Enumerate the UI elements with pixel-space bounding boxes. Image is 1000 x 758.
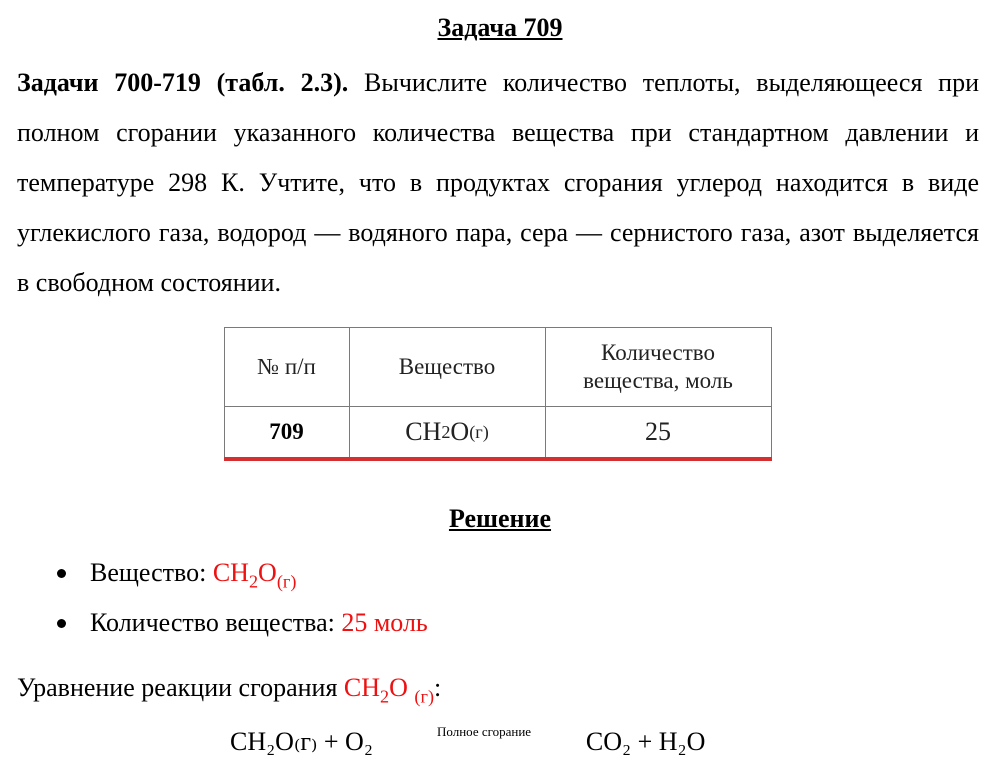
solution-heading: Решение [448,504,552,533]
problem-text: Вычислите количество теплоты, выделяющееся при полном сгорании указанного количества вещества при стандартном давлении и температуре 298 К. Учтите, что в продуктах сгорания углерод находится в виде углекислого газа, водород — водяного пара, сера — сернистого газа, азот выделяется в свободном состоянии. [17,68,979,297]
page-title: Задача 709 [437,13,563,42]
table-bottom-rule [224,457,772,461]
reaction-equation [230,726,705,758]
problem-label: Задачи 700-719 (табл. 2.3). [17,68,349,97]
equation-intro: Уравнение реакции сгорания $CH_2O$ $_{(г)}$: [17,673,442,707]
table-header-number: № п/п [257,353,316,379]
table-header-amount: Количество вещества, моль [583,339,733,393]
reaction-reactants: CH₂O₍г₎ + O₂ [230,727,373,756]
problem-statement [17,58,979,308]
table-cell-amount: 25 [645,417,671,446]
table-cell-substance: CH 2 O (г) [405,417,489,446]
bullet-amount: Количество вещества: 25 моль [90,608,428,637]
reaction-products: CO₂ + H₂O [585,727,706,756]
bullet-dot [57,619,66,628]
reaction-arrow-label: Полное сгорание [437,724,532,739]
bullet-dot [57,569,66,578]
data-table [224,327,772,461]
bullet-substance: Вещество: $CH_2O_{(г)}$ [90,558,297,592]
table-cell-number: 709 [269,419,304,444]
table-header-substance: Вещество [398,353,496,379]
